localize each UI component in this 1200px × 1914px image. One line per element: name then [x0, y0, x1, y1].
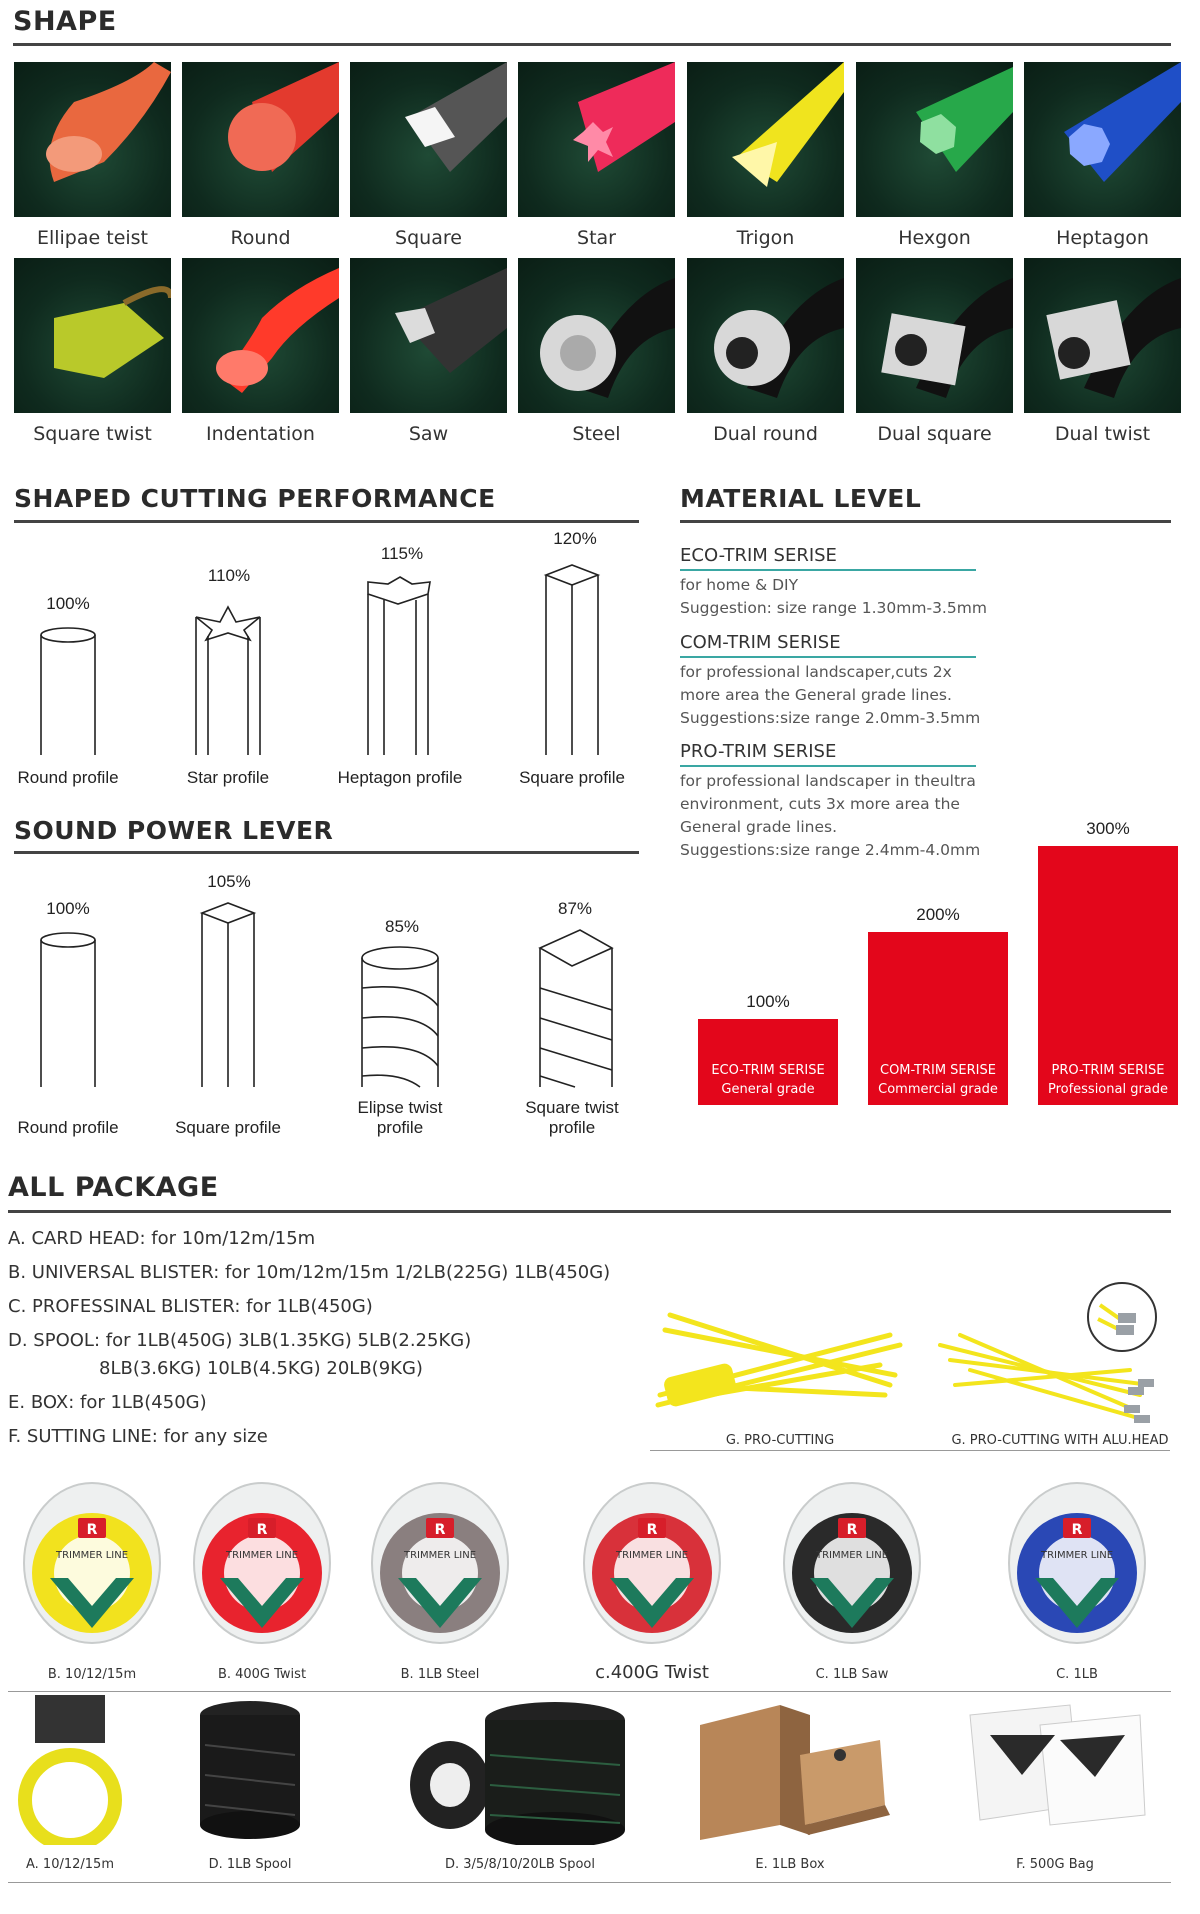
performance-profiles: [0, 560, 660, 760]
package-line-d2: 8LB(3.6KG) 10LB(4.5KG) 20LB(9KG): [99, 1358, 423, 1379]
trimmer-line-package-icon: [368, 1478, 513, 1648]
sound-square-drawing: [202, 903, 254, 1087]
package-rule: [8, 1210, 1171, 1213]
pro-cutting-illustrations: [650, 1275, 1170, 1435]
material-bar-value-3: 300%: [1086, 819, 1130, 838]
shape-tile-14: [1024, 258, 1181, 413]
product-item-row2-5: [960, 1695, 1150, 1845]
package-line-f: F. SUTTING LINE: for any size: [8, 1426, 268, 1447]
brand-text: TRIMMER LINE: [815, 1550, 889, 1561]
package-title: ALL PACKAGE: [8, 1172, 219, 1203]
pro-cutting-rule: [650, 1450, 1170, 1451]
product-clamshell-3: [368, 1478, 513, 1648]
dual-twist-line-icon: [1024, 258, 1181, 413]
shape-label-8: Square twist: [33, 423, 152, 445]
sound-elipse-pct: 85%: [384, 917, 420, 936]
sound-square-twist-label-1: Square twist: [525, 1098, 619, 1117]
performance-title: SHAPED CUTTING PERFORMANCE: [14, 484, 496, 513]
material-bar-text-2: [868, 1061, 1008, 1099]
heptagon-line-icon: [1024, 62, 1181, 217]
performance-rule: [14, 520, 639, 523]
sound-round-pct: 100%: [46, 899, 90, 918]
shape-tile-1: [14, 62, 171, 217]
material-bar-grade-2: Commercial grade: [878, 1082, 998, 1097]
brand-text: TRIMMER LINE: [55, 1550, 129, 1561]
material-bar-text-3: [1038, 1061, 1178, 1099]
product-label-row2-2: D. 1LB Spool: [208, 1857, 292, 1872]
com-trim-rule: [680, 656, 976, 658]
product-clamshell-2: [190, 1478, 335, 1648]
perf-round-label: Round profile: [17, 768, 119, 787]
material-bar-1: [698, 1019, 838, 1105]
ellipse-twist-line-icon: [14, 62, 171, 217]
shape-tile-12: [687, 258, 844, 413]
star-profile-drawing: [196, 607, 260, 755]
brand-text: TRIMMER LINE: [225, 1550, 299, 1561]
eco-trim-rule: [680, 569, 976, 571]
product-label-row2-3: D. 3/5/8/10/20LB Spool: [444, 1857, 595, 1872]
dual-square-line-icon: [856, 258, 1013, 413]
product-label-row2-1: A. 10/12/15m: [26, 1857, 114, 1872]
eco-trim-heading: ECO-TRIM SERISE: [680, 545, 837, 566]
perf-star-pct: 110%: [207, 566, 251, 585]
shape-tile-10: [350, 258, 507, 413]
pro-trim-line-4: Suggestions:size range 2.4mm-4.0mm: [680, 841, 981, 859]
material-bar-3: [1038, 846, 1178, 1105]
package-line-c: C. PROFESSINAL BLISTER: for 1LB(450G): [8, 1296, 373, 1317]
sound-elipse-label-1: Elipse twist: [357, 1098, 443, 1117]
shape-label-14: Dual twist: [1054, 423, 1151, 445]
shape-tile-7: [1024, 62, 1181, 217]
brand-letter: R: [434, 1522, 446, 1538]
shape-label-10: Saw: [408, 423, 449, 445]
material-bar-grade-1: General grade: [721, 1082, 815, 1097]
brand-letter: R: [846, 1522, 858, 1538]
shape-label-6: Hexgon: [898, 227, 971, 249]
shape-tile-4: [518, 62, 675, 217]
package-photo-icon: [405, 1695, 635, 1845]
product-clamshell-6: [1005, 1478, 1150, 1648]
product-label-row2-4: E. 1LB Box: [755, 1857, 825, 1872]
shape-label-3: Square: [395, 227, 462, 249]
pro-trim-heading: PRO-TRIM SERISE: [680, 741, 837, 762]
saw-line-icon: [350, 258, 507, 413]
perf-square-label: Square profile: [519, 768, 625, 787]
product-item-row2-1: [15, 1695, 125, 1845]
brand-text: TRIMMER LINE: [1040, 1550, 1114, 1561]
shape-label-1: Ellipae teist: [36, 227, 149, 249]
material-bar-text-1: [698, 1061, 838, 1099]
package-line-a: A. CARD HEAD: for 10m/12m/15m: [8, 1228, 316, 1249]
trimmer-line-package-icon: [1005, 1478, 1150, 1648]
shape-label-12: Dual round: [713, 423, 818, 445]
sound-square-pct: 105%: [207, 872, 251, 891]
pro-trim-rule: [680, 765, 976, 767]
product-label-row2-5: F. 500G Bag: [1016, 1857, 1094, 1872]
sound-elipse-label-2: profile: [376, 1118, 424, 1137]
package-line-b: B. UNIVERSAL BLISTER: for 10m/12m/15m 1/2LB(225G) 1LB(450G): [8, 1262, 611, 1283]
material-bar-grade-3: Professional grade: [1047, 1082, 1169, 1097]
product-item-row2-4: [690, 1695, 890, 1845]
package-line-e: E. BOX: for 1LB(450G): [8, 1392, 207, 1413]
brand-letter: R: [646, 1522, 658, 1538]
material-bar-series-2: COM-TRIM SERISE: [880, 1063, 996, 1078]
sound-round-drawing: [41, 933, 95, 1087]
eco-trim-line-2: Suggestion: size range 1.30mm-3.5mm: [680, 599, 987, 617]
pro-trim-line-1: for professional landscaper in theultra: [680, 772, 976, 790]
product-row-2-rule: [8, 1882, 1171, 1883]
product-label-row1-6: C. 1LB: [1056, 1667, 1098, 1682]
shape-tile-8: [14, 258, 171, 413]
product-clamshell-1: [20, 1478, 165, 1648]
square-profile-drawing: [546, 565, 598, 755]
package-photo-icon: [15, 1695, 125, 1845]
pro-cutting-label: G. PRO-CUTTING: [725, 1433, 835, 1448]
product-clamshell-4: [580, 1478, 725, 1648]
hexagon-line-icon: [856, 62, 1013, 217]
shape-tile-6: [856, 62, 1013, 217]
shape-tile-9: [182, 258, 339, 413]
shape-label-9: Indentation: [206, 423, 315, 445]
com-trim-line-1: for professional landscaper,cuts 2x: [680, 663, 952, 681]
material-rule: [680, 520, 1171, 523]
shape-tile-13: [856, 258, 1013, 413]
trimmer-line-package-icon: [20, 1478, 165, 1648]
product-item-row2-2: [190, 1695, 310, 1845]
shape-tile-2: [182, 62, 339, 217]
sound-round-label: Round profile: [17, 1118, 119, 1137]
shape-title: SHAPE: [13, 6, 117, 37]
package-line-d: D. SPOOL: for 1LB(450G) 3LB(1.35KG) 5LB(2.25KG): [8, 1330, 472, 1351]
material-bar-2: [868, 932, 1008, 1105]
com-trim-heading: COM-TRIM SERISE: [680, 632, 841, 653]
shape-tile-3: [350, 62, 507, 217]
square-twist-line-icon: [14, 258, 171, 413]
shape-label-4: Star: [577, 227, 616, 249]
perf-round-pct: 100%: [46, 594, 90, 613]
material-bar-series-3: PRO-TRIM SERISE: [1051, 1063, 1165, 1078]
heptagon-profile-drawing: [368, 577, 430, 755]
product-label-row1-5: C. 1LB Saw: [815, 1667, 889, 1682]
sound-elipse-twist-drawing: [362, 947, 438, 1087]
dual-round-line-icon: [687, 258, 844, 413]
pro-cutting-roll: [662, 1362, 737, 1408]
perf-heptagon-pct: 115%: [380, 544, 424, 563]
com-trim-desc: [680, 661, 980, 730]
material-bar-value-1: 100%: [746, 992, 790, 1011]
product-label-row1-3: B. 1LB Steel: [400, 1667, 480, 1682]
eco-trim-desc: [680, 574, 987, 620]
sound-profiles: [0, 890, 660, 1090]
product-label-row1-2: B. 400G Twist: [217, 1667, 307, 1682]
shape-label-7: Heptagon: [1056, 227, 1149, 249]
shape-tile-11: [518, 258, 675, 413]
package-photo-icon: [190, 1695, 310, 1845]
brand-letter: R: [1071, 1522, 1083, 1538]
trigon-line-icon: [687, 62, 844, 217]
sound-square-twist-label-2: profile: [548, 1118, 596, 1137]
product-label-row1-1: B. 10/12/15m: [47, 1667, 137, 1682]
package-photo-icon: [690, 1695, 890, 1845]
shape-label-2: Round: [230, 227, 291, 249]
sound-square-label: Square profile: [175, 1118, 281, 1137]
pro-cutting-alu-label: G. PRO-CUTTING WITH ALU.HEAD: [951, 1433, 1169, 1448]
shape-rule: [13, 43, 1171, 46]
square-line-icon: [350, 62, 507, 217]
sound-rule: [14, 851, 639, 854]
indentation-line-icon: [182, 258, 339, 413]
trimmer-line-package-icon: [190, 1478, 335, 1648]
material-bar-series-1: ECO-TRIM SERISE: [711, 1063, 825, 1078]
perf-star-label: Star profile: [186, 768, 270, 787]
brand-text: TRIMMER LINE: [615, 1550, 689, 1561]
steel-line-icon: [518, 258, 675, 413]
product-label-row1-4: c.400G Twist: [595, 1662, 709, 1683]
brand-text: TRIMMER LINE: [403, 1550, 477, 1561]
product-clamshell-5: [780, 1478, 925, 1648]
sound-square-twist-pct: 87%: [557, 899, 593, 918]
pro-trim-line-2: environment, cuts 3x more area the: [680, 795, 960, 813]
sound-title: SOUND POWER LEVER: [14, 816, 334, 845]
eco-trim-line-1: for home & DIY: [680, 576, 799, 594]
material-title: MATERIAL LEVEL: [680, 484, 922, 513]
shape-label-11: Steel: [572, 423, 621, 445]
package-photo-icon: [960, 1695, 1150, 1845]
com-trim-line-3: Suggestions:size range 2.0mm-3.5mm: [680, 709, 981, 727]
perf-square-pct: 120%: [553, 529, 597, 548]
pro-trim-line-3: General grade lines.: [680, 818, 837, 836]
trimmer-line-package-icon: [580, 1478, 725, 1648]
material-bar-value-2: 200%: [916, 905, 960, 924]
brand-letter: R: [256, 1522, 268, 1538]
com-trim-line-2: more area the General grade lines.: [680, 686, 952, 704]
trimmer-line-package-icon: [780, 1478, 925, 1648]
shape-label-13: Dual square: [877, 423, 992, 445]
sound-square-twist-drawing: [540, 930, 612, 1087]
product-row-1-rule: [8, 1691, 1171, 1692]
star-line-icon: [518, 62, 675, 217]
shape-label-5: Trigon: [736, 227, 795, 249]
round-profile-drawing: [41, 628, 95, 755]
perf-heptagon-label: Heptagon profile: [337, 768, 463, 787]
shape-tile-5: [687, 62, 844, 217]
product-item-row2-3: [405, 1695, 635, 1845]
brand-letter: R: [86, 1522, 98, 1538]
round-line-icon: [182, 62, 339, 217]
